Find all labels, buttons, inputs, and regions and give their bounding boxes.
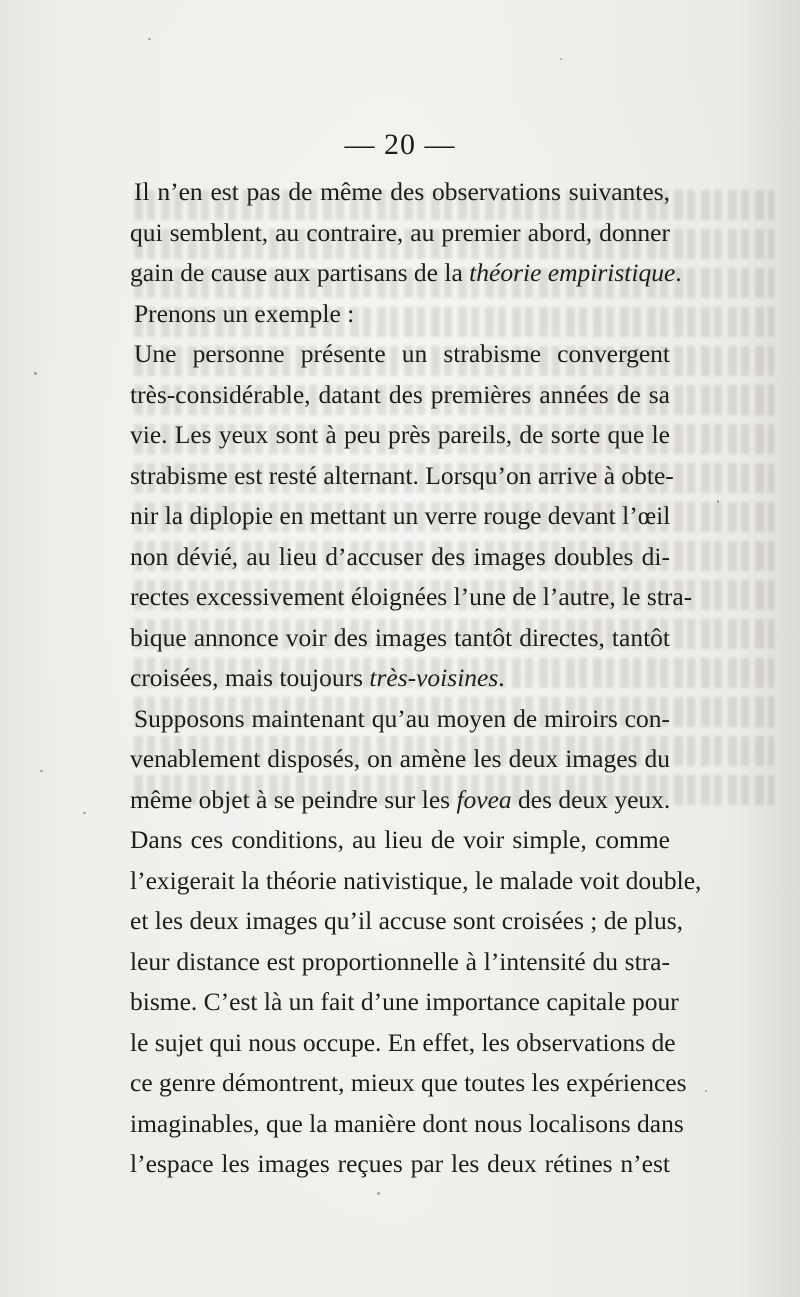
text-line xyxy=(130,901,684,942)
text-run: qui semblent, au contraire, au premier abord, donner xyxy=(130,217,670,247)
text-run: . xyxy=(675,258,682,287)
text-run: rectes excessivement éloignées l’une de l’autre, le stra- xyxy=(130,582,693,611)
text-run: bisme. C’est là un fait d’une importance capitale pour xyxy=(130,987,679,1016)
text-line xyxy=(130,577,693,618)
text-run: Prenons un exemple : xyxy=(134,298,355,328)
text-line xyxy=(130,375,670,416)
text-run: l’espace les images reçues par les deux rétines n’est xyxy=(130,1149,670,1178)
text-line xyxy=(130,253,682,294)
text-run: non dévié, au lieu d’accuser des images doubles di- xyxy=(130,541,670,571)
text-line xyxy=(130,861,702,902)
text-run: bique annonce voir des images tantôt directes, tantôt xyxy=(130,622,670,652)
text-run: . xyxy=(498,663,505,692)
text-run: nir la diplopie en mettant un verre rouge devant l’œil xyxy=(130,501,671,530)
text-line xyxy=(130,658,670,699)
text-run: Il n’en est pas de même des observations suivantes, xyxy=(134,177,670,206)
italic-text-run: théorie empiristique xyxy=(469,258,676,287)
text-line xyxy=(130,1144,670,1185)
text-run: et les deux images qu’il accuse sont croisées ; de plus, xyxy=(130,906,684,935)
text-line xyxy=(130,820,670,861)
text-run: le sujet qui nous occupe. En effet, les observations de xyxy=(130,1027,676,1057)
text-line xyxy=(130,699,670,740)
text-line xyxy=(130,172,670,213)
text-run: vie. Les yeux sont à peu près pareils, de sorte que le xyxy=(130,420,670,449)
text-line xyxy=(130,1104,684,1145)
text-run: Une personne présente un strabisme convergent xyxy=(134,339,670,368)
text-run: des deux yeux. xyxy=(511,784,671,814)
text-line xyxy=(130,537,670,578)
text-run: Dans ces conditions, au lieu de voir simple, comme xyxy=(130,825,670,854)
text-run: très-considérable, datant des premières années de sa xyxy=(130,379,670,409)
text-line xyxy=(130,982,679,1023)
text-run: venablement disposés, on amène les deux images du xyxy=(130,744,670,773)
italic-text-run: fovea xyxy=(456,784,512,814)
text-run: gain de cause aux partisans de la xyxy=(130,258,470,287)
text-run: ce genre démontrent, mieux que toutes les expériences xyxy=(130,1068,687,1097)
text-run: leur distance est proportionnelle à l’intensité du stra- xyxy=(130,946,670,976)
text-line xyxy=(130,213,670,254)
text-line xyxy=(130,739,670,780)
text-run: même objet à se peindre sur les xyxy=(130,784,457,814)
text-line xyxy=(130,496,670,537)
text-line xyxy=(130,334,670,375)
text-run: imaginables, que la manière dont nous localisons dans xyxy=(130,1108,684,1138)
text-line xyxy=(130,618,670,659)
body-text xyxy=(130,172,702,1185)
text-line xyxy=(130,415,670,456)
italic-text-run: très-voisines xyxy=(369,663,499,692)
text-line xyxy=(130,294,670,335)
text-line xyxy=(130,942,670,983)
text-line xyxy=(130,1063,687,1104)
text-run: strabisme est resté alternant. Lorsqu’on arrive à obte- xyxy=(130,460,674,490)
text-run: l’exigerait la théorie nativistique, le malade voit double, xyxy=(130,865,702,895)
text-line xyxy=(130,456,674,497)
text-line xyxy=(130,780,670,821)
text-run: croisées, mais toujours xyxy=(130,663,370,692)
text-run: Supposons maintenant qu’au moyen de miroirs con- xyxy=(134,703,670,733)
page-number: — 20 — xyxy=(344,128,456,161)
text-line xyxy=(130,1023,676,1064)
